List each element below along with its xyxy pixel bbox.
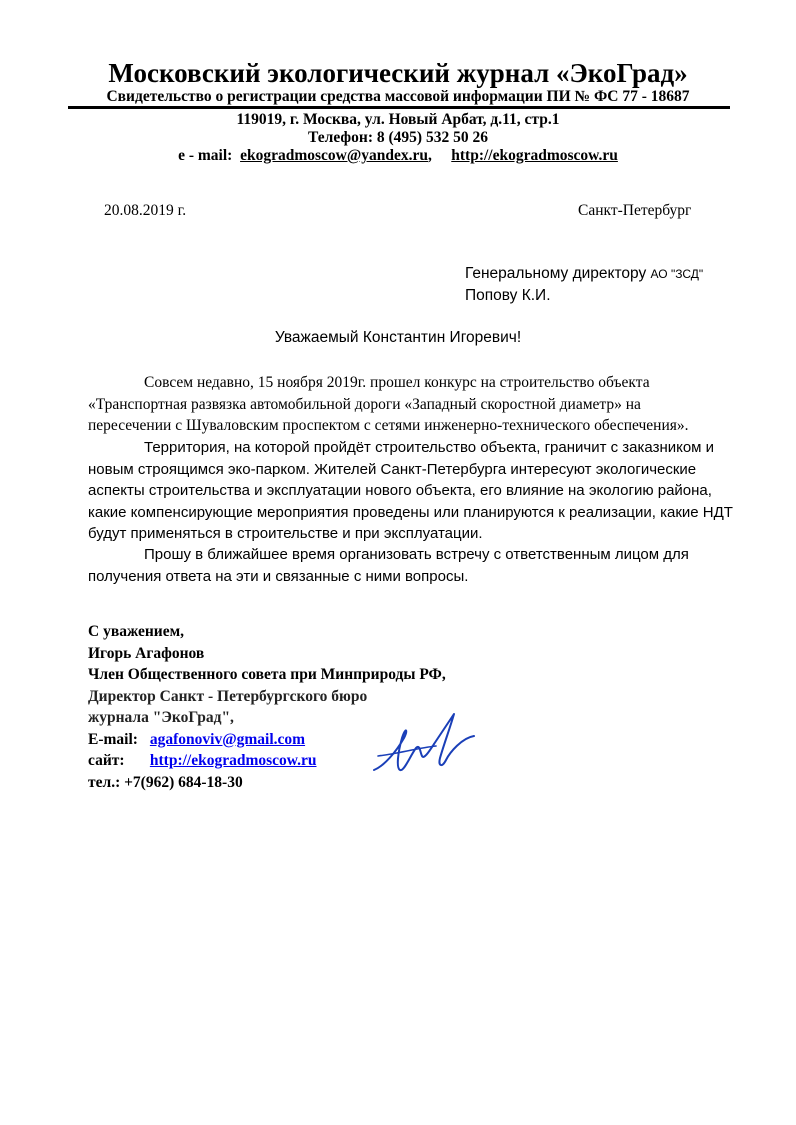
addressee-title: Генеральному директору — [465, 265, 651, 282]
paragraph-line: новым строящимся эко-парком. Жителей Санкт-Петербурга интересуют экологические — [88, 460, 697, 478]
addressee-organization: АО "ЗСД" — [650, 267, 704, 281]
paragraph-line: получения ответа на эти и связанные с ними вопросы. — [88, 567, 469, 585]
signature-stroke — [374, 730, 434, 770]
letter-city: Санкт-Петербург — [578, 202, 692, 219]
paragraph-line: Совсем недавно, 15 ноября 2019г. прошел конкурс на строительство объекта — [144, 374, 650, 391]
masthead-email-separator: , — [428, 147, 432, 164]
masthead-divider — [68, 106, 730, 109]
letter-date: 20.08.2019 г. — [104, 202, 187, 219]
signer-phone: тел.: +7(962) 684-18-30 — [88, 773, 243, 791]
paragraph-line: Территория, на которой пройдёт строительство объекта, граничит с заказником и — [144, 439, 715, 456]
masthead-email-label: e - mail: — [178, 147, 233, 164]
signer-position: Член Общественного совета при Минприроды РФ, — [88, 666, 446, 683]
paragraph-1 — [88, 372, 738, 437]
closing-phrase: С уважением, — [88, 623, 185, 640]
paragraph-line: будут применяться в строительстве и при эксплуатации. — [88, 525, 483, 542]
paragraph-line: аспекты строительства и эксплуатации нового объекта, его влияние на экологию района, — [88, 482, 712, 499]
signer-position: журнала "ЭкоГрад", — [88, 709, 234, 726]
masthead-title: Московский экологический журнал «ЭкоГрад» — [108, 58, 688, 88]
signer-email-label: E-mail: — [88, 730, 138, 748]
masthead-site-link[interactable]: http://ekogradmoscow.ru — [451, 147, 618, 164]
paragraph-line: «Транспортная развязка автомобильной дороги «Западный скоростной диаметр» на — [88, 395, 641, 413]
addressee-line-1 — [465, 263, 703, 285]
masthead-phone: Телефон: 8 (495) 532 50 26 — [308, 129, 488, 146]
paragraph-line: пересечении с Шуваловским проспектом с сетями инженерно-технического обеспечения». — [88, 417, 689, 434]
signer-site-label: сайт: — [88, 752, 125, 769]
signature-stroke — [434, 714, 474, 765]
masthead-contacts — [0, 147, 796, 165]
signer-email-link[interactable]: agafonoviv@gmail.com — [149, 730, 306, 748]
paragraph-line: какие компенсирующие мероприятия проведены или планируются к реализации, какие НДТ — [88, 503, 733, 521]
signer-name: Игорь Агафонов — [88, 644, 205, 662]
masthead-address: 119019, г. Москва, ул. Новый Арбат, д.11, стр.1 — [236, 111, 560, 128]
greeting: Уважаемый Константин Игоревич! — [274, 329, 522, 346]
addressee — [465, 263, 703, 307]
signer-site-link[interactable]: http://ekogradmoscow.ru — [149, 752, 317, 769]
paragraph-3 — [88, 544, 738, 587]
handwritten-signature — [366, 708, 478, 786]
masthead-registration: Свидетельство о регистрации средства массовой информации ПИ № ФС 77 - 18687 — [106, 88, 690, 105]
paragraph-2 — [88, 437, 738, 545]
masthead-email-link[interactable]: ekogradmoscow@yandex.ru — [240, 147, 429, 164]
paragraph-line: Прошу в ближайшее время организовать встречу с ответственным лицом для — [144, 546, 689, 563]
addressee-line-2: Попову К.И. — [465, 287, 551, 304]
signer-position: Директор Санкт - Петербургского бюро — [88, 687, 368, 705]
